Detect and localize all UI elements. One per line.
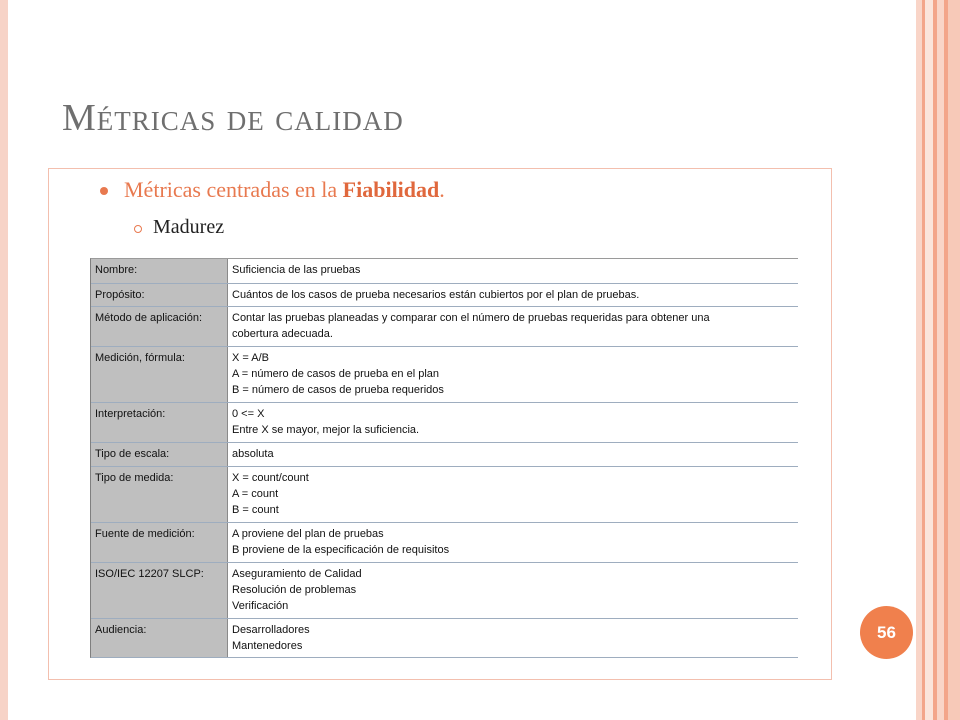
value-line: Contar las pruebas planeadas y comparar con el número de pruebas requeridas para obtener una	[232, 312, 710, 324]
value-line: Aseguramiento de Calidad	[232, 568, 362, 580]
left-decorative-stripe	[0, 0, 8, 720]
stripe	[948, 0, 960, 720]
row-label: Audiencia:	[91, 619, 228, 657]
value-line: A = count	[232, 488, 279, 500]
table-row	[91, 523, 798, 563]
value-line: B proviene de la especificación de requisitos	[232, 544, 450, 556]
row-value	[228, 259, 798, 283]
value-line: Verificación	[232, 600, 289, 612]
value-line: Entre X se mayor, mejor la suficiencia.	[232, 424, 420, 436]
value-line: B = número de casos de prueba requeridos	[232, 384, 444, 396]
stripe	[925, 0, 933, 720]
value-line: X = count/count	[232, 472, 309, 484]
table-row	[91, 259, 798, 284]
bullet-dot-icon	[100, 187, 108, 195]
row-value	[228, 619, 798, 657]
value-line: 0 <= X	[232, 408, 265, 420]
table-row	[91, 284, 798, 307]
row-value	[228, 467, 798, 522]
value-line: X = A/B	[232, 352, 269, 364]
bullet-suffix: .	[439, 177, 445, 202]
row-label: Tipo de escala:	[91, 443, 228, 466]
slide-title: Métricas de calidad	[62, 97, 404, 139]
row-label: Fuente de medición:	[91, 523, 228, 562]
row-label: Medición, fórmula:	[91, 347, 228, 402]
value-line: Desarrolladores	[232, 624, 310, 636]
row-value	[228, 284, 798, 306]
subbullet-text: Madurez	[153, 216, 225, 238]
page-number-badge: 56	[860, 606, 913, 659]
value-line: Resolución de problemas	[232, 584, 357, 596]
subbullet-ring-icon	[134, 225, 142, 233]
value-line: cobertura adecuada.	[232, 328, 333, 340]
stripe	[937, 0, 944, 720]
row-value	[228, 443, 798, 466]
right-decorative-stripes	[916, 0, 960, 720]
row-label: Propósito:	[91, 284, 228, 306]
row-value	[228, 563, 798, 618]
row-value	[228, 307, 798, 346]
row-label: Método de aplicación:	[91, 307, 228, 346]
row-label: Nombre:	[91, 259, 228, 283]
value-line: Suficiencia de las pruebas	[232, 264, 361, 276]
table-row	[91, 307, 798, 347]
metric-table	[90, 258, 798, 658]
table-row	[91, 403, 798, 443]
value-line: Mantenedores	[232, 640, 303, 652]
bullet-emphasis: Fiabilidad	[342, 177, 440, 202]
bullet-prefix: Métricas centradas en la	[124, 177, 343, 202]
row-label: ISO/IEC 12207 SLCP:	[91, 563, 228, 618]
value-line: A proviene del plan de pruebas	[232, 528, 384, 540]
table-row	[91, 467, 798, 523]
table-row	[91, 563, 798, 619]
row-value	[228, 347, 798, 402]
value-line: A = número de casos de prueba en el plan	[232, 368, 440, 380]
table-row	[91, 347, 798, 403]
table-row	[91, 443, 798, 467]
value-line: absoluta	[232, 448, 274, 460]
row-label: Tipo de medida:	[91, 467, 228, 522]
table-row	[91, 619, 798, 658]
subbullet-madurez	[134, 216, 224, 239]
row-value	[228, 523, 798, 562]
row-value	[228, 403, 798, 442]
value-line: B = count	[232, 504, 279, 516]
bullet-text	[124, 177, 445, 202]
bullet-metric-focus	[100, 177, 445, 203]
row-label: Interpretación:	[91, 403, 228, 442]
value-line: Cuántos de los casos de prueba necesarios están cubiertos por el plan de pruebas.	[232, 289, 640, 301]
